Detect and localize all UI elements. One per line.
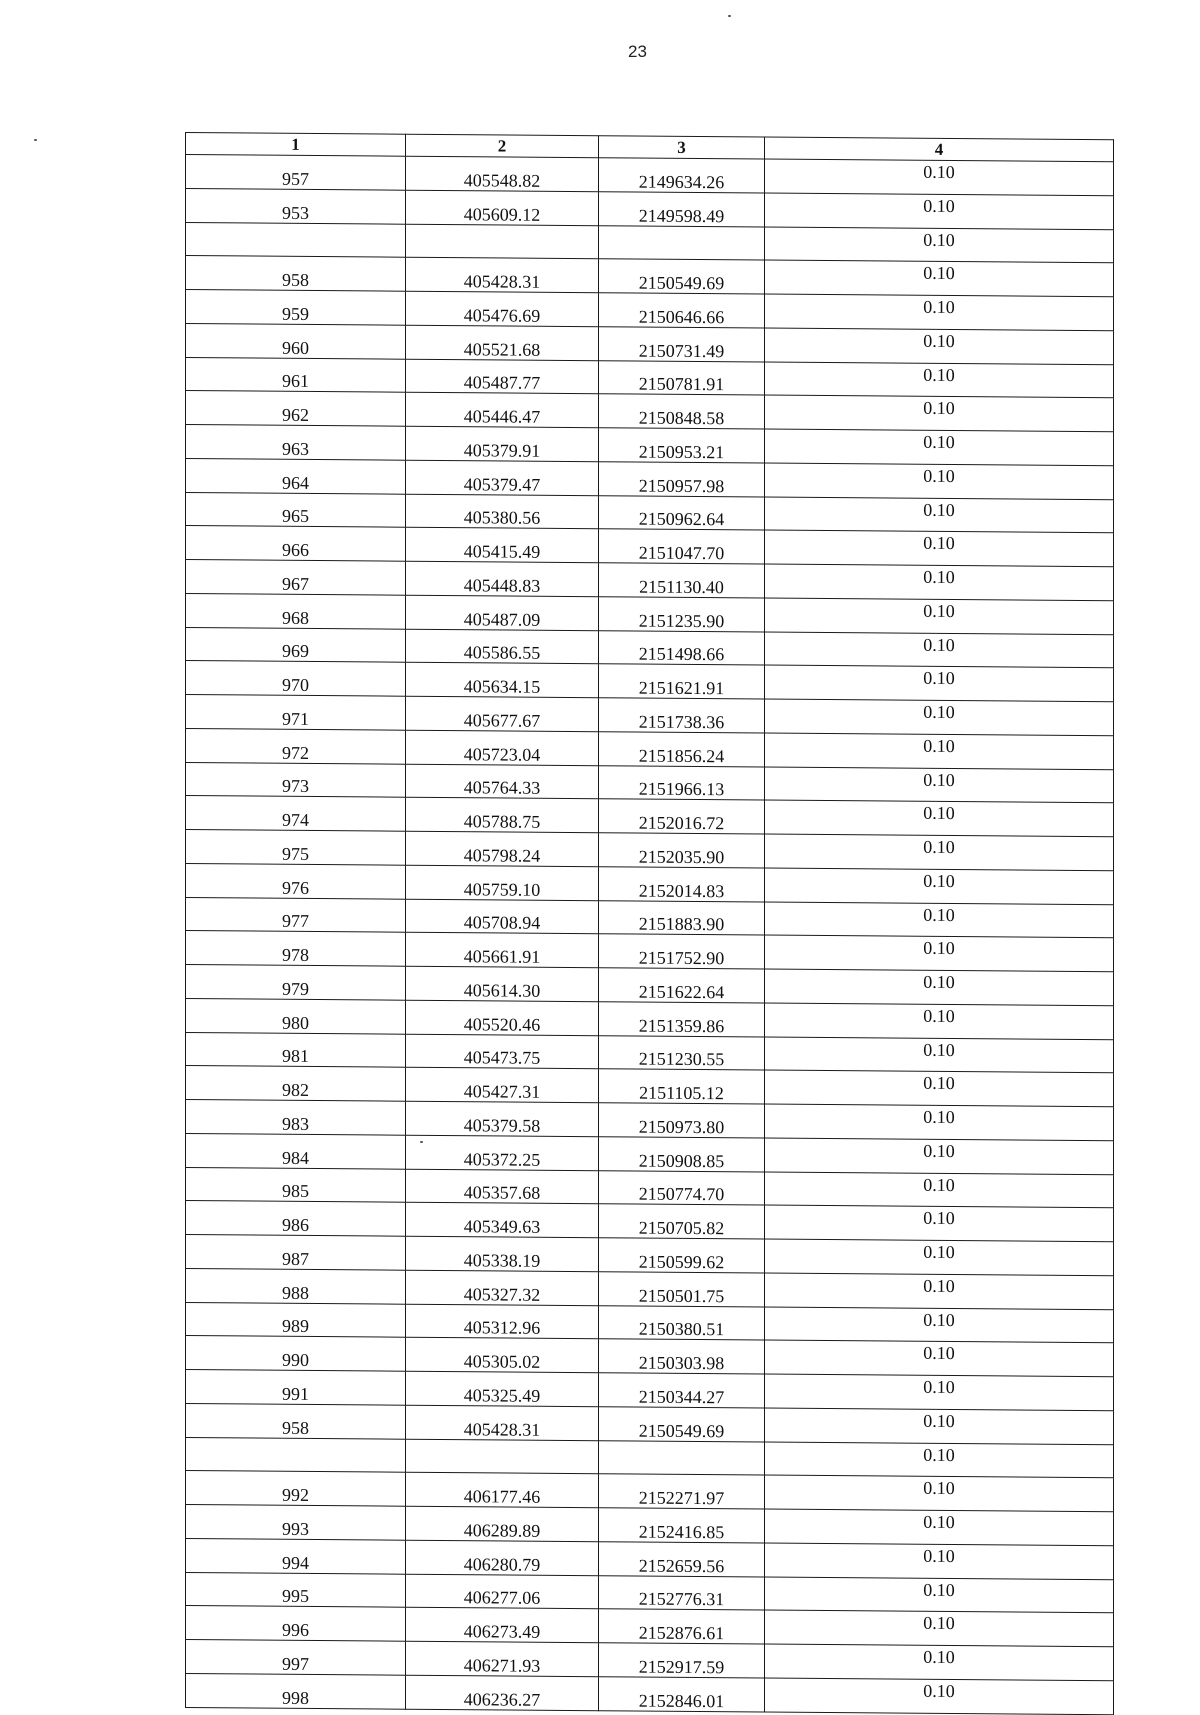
value-cell: 0.10 [765,1543,1114,1579]
point-number-cell: 989 [186,1302,406,1337]
y-coordinate-cell: 2151047.70 [599,529,765,564]
point-number-cell: 973 [186,762,406,797]
point-number-cell: 986 [186,1201,406,1236]
y-coordinate-cell: 2151235.90 [599,596,765,631]
x-coordinate-cell: 405548.82 [406,156,599,191]
x-coordinate-cell: 405427.31 [406,1067,599,1102]
y-coordinate-cell: 2152014.83 [599,866,765,901]
value-cell: 0.10 [765,598,1114,634]
value-cell: 0.10 [765,834,1114,870]
value-cell: 0.10 [765,1138,1114,1174]
x-coordinate-cell: 406273.49 [406,1607,599,1642]
value-cell: 0.10 [765,1408,1114,1444]
y-coordinate-cell: 2150501.75 [599,1271,765,1306]
point-number-cell [186,222,406,257]
y-coordinate-cell: 2151856.24 [599,731,765,766]
x-coordinate-cell: 406177.46 [406,1472,599,1507]
point-number-cell: 987 [186,1235,406,1270]
point-number-cell: 961 [186,357,406,392]
x-coordinate-cell: 406277.06 [406,1574,599,1609]
point-number-cell: 996 [186,1606,406,1641]
point-number-cell: 958 [186,256,406,291]
value-cell: 0.10 [765,1475,1114,1511]
x-coordinate-cell: 405759.10 [406,865,599,900]
x-coordinate-cell: 405349.63 [406,1202,599,1237]
x-coordinate-cell: 405586.55 [406,629,599,664]
point-number-cell: 990 [186,1336,406,1371]
coordinates-table-wrapper [185,132,1113,1715]
y-coordinate-cell: 2151130.40 [599,563,765,598]
point-number-cell: 953 [186,188,406,223]
value-cell: 0.10 [765,1205,1114,1241]
page-number: 23 [628,42,647,61]
point-number-cell: 977 [186,897,406,932]
x-coordinate-cell: 406280.79 [406,1540,599,1575]
value-cell: 0.10 [765,733,1114,769]
point-number-cell: 991 [186,1370,406,1405]
scan-speck [34,139,37,141]
y-coordinate-cell: 2150973.80 [599,1103,765,1138]
x-coordinate-cell: 405609.12 [406,190,599,225]
point-number-cell: 957 [186,155,406,190]
x-coordinate-cell: 405677.67 [406,696,599,731]
x-coordinate-cell: 405357.68 [406,1169,599,1204]
y-coordinate-cell: 2151752.90 [599,934,765,969]
point-number-cell: 984 [186,1133,406,1168]
y-coordinate-cell: 2150599.62 [599,1238,765,1273]
x-coordinate-cell: 405520.46 [406,1000,599,1035]
value-cell: 0.10 [765,497,1114,533]
point-number-cell: 992 [186,1471,406,1506]
column-header-1: 1 [186,133,406,157]
point-number-cell: 959 [186,290,406,325]
value-cell: 0.10 [765,1307,1114,1343]
y-coordinate-cell: 2150908.85 [599,1136,765,1171]
point-number-cell: 981 [186,1032,406,1067]
value-cell: 0.10 [765,1172,1114,1208]
value-cell: 0.10 [765,1037,1114,1073]
y-coordinate-cell: 2150344.27 [599,1373,765,1408]
point-number-cell: 995 [186,1572,406,1607]
value-cell: 0.10 [765,328,1114,364]
scan-speck [728,15,731,17]
y-coordinate-cell: 2150380.51 [599,1305,765,1340]
y-coordinate-cell: 2150646.66 [599,293,765,328]
x-coordinate-cell: 405327.32 [406,1270,599,1305]
point-number-cell: 963 [186,425,406,460]
column-header-2: 2 [406,134,599,158]
x-coordinate-cell: 405798.24 [406,831,599,866]
y-coordinate-cell: 2150957.98 [599,461,765,496]
value-cell: 0.10 [765,632,1114,668]
point-number-cell: 993 [186,1505,406,1540]
y-coordinate-cell: 2150774.70 [599,1170,765,1205]
value-cell: 0.10 [765,767,1114,803]
y-coordinate-cell: 2151966.13 [599,765,765,800]
value-cell: 0.10 [765,1577,1114,1613]
x-coordinate-cell: 405521.68 [406,325,599,360]
value-cell: 0.10 [765,1003,1114,1039]
y-coordinate-cell: 2150303.98 [599,1339,765,1374]
value-cell: 0.10 [765,1340,1114,1376]
value-cell: 0.10 [765,530,1114,566]
point-number-cell: 958 [186,1403,406,1438]
table-row [186,1673,1114,1714]
value-cell: 0.10 [765,800,1114,836]
value-cell: 0.10 [765,1644,1114,1680]
value-cell: 0.10 [765,260,1114,296]
column-header-3: 3 [599,136,765,159]
value-cell: 0.10 [765,1509,1114,1545]
point-number-cell: 968 [186,593,406,628]
coordinates-table [185,132,1114,1715]
x-coordinate-cell: 405379.58 [406,1101,599,1136]
y-coordinate-cell: 2152271.97 [599,1474,765,1509]
value-cell: 0.10 [765,463,1114,499]
x-coordinate-cell: 405634.15 [406,662,599,697]
point-number-cell: 975 [186,830,406,865]
x-coordinate-cell: 405723.04 [406,730,599,765]
point-number-cell: 965 [186,492,406,527]
point-number-cell [186,1437,406,1472]
x-coordinate-cell: 405428.31 [406,257,599,292]
value-cell: 0.10 [765,1104,1114,1140]
point-number-cell: 997 [186,1640,406,1675]
value-cell: 0.10 [765,227,1114,263]
y-coordinate-cell: 2151230.55 [599,1035,765,1070]
x-coordinate-cell: 405338.19 [406,1236,599,1271]
value-cell: 0.10 [765,294,1114,330]
y-coordinate-cell: 2149634.26 [599,158,765,193]
y-coordinate-cell: 2152846.01 [599,1676,765,1711]
y-coordinate-cell: 2151105.12 [599,1069,765,1104]
x-coordinate-cell: 405428.31 [406,1405,599,1440]
value-cell: 0.10 [765,902,1114,938]
x-coordinate-cell: 405487.09 [406,595,599,630]
y-coordinate-cell: 2151883.90 [599,900,765,935]
value-cell: 0.10 [765,1070,1114,1106]
x-coordinate-cell: 405379.91 [406,426,599,461]
point-number-cell: 979 [186,965,406,1000]
point-number-cell: 964 [186,458,406,493]
x-coordinate-cell: 405476.69 [406,291,599,326]
x-coordinate-cell: 405446.47 [406,392,599,427]
x-coordinate-cell: 405415.49 [406,527,599,562]
point-number-cell: 985 [186,1167,406,1202]
y-coordinate-cell: 2151622.64 [599,968,765,1003]
point-number-cell: 988 [186,1268,406,1303]
x-coordinate-cell: 405473.75 [406,1034,599,1069]
x-coordinate-cell: 405448.83 [406,561,599,596]
point-number-cell: 972 [186,728,406,763]
y-coordinate-cell: 2151738.36 [599,698,765,733]
y-coordinate-cell: 2150953.21 [599,428,765,463]
x-coordinate-cell: 405764.33 [406,764,599,799]
y-coordinate-cell: 2150705.82 [599,1204,765,1239]
x-coordinate-cell: 405312.96 [406,1304,599,1339]
y-coordinate-cell: 2150781.91 [599,360,765,395]
x-coordinate-cell [406,224,599,259]
value-cell: 0.10 [765,1678,1114,1714]
x-coordinate-cell: 405380.56 [406,494,599,529]
y-coordinate-cell: 2152416.85 [599,1508,765,1543]
table-body [186,155,1114,1715]
x-coordinate-cell: 405661.91 [406,932,599,967]
point-number-cell: 976 [186,863,406,898]
x-coordinate-cell: 405614.30 [406,966,599,1001]
point-number-cell: 982 [186,1066,406,1101]
y-coordinate-cell: 2152917.59 [599,1643,765,1678]
y-coordinate-cell: 2151621.91 [599,664,765,699]
x-coordinate-cell: 406271.93 [406,1641,599,1676]
x-coordinate-cell: 405325.49 [406,1371,599,1406]
point-number-cell: 960 [186,323,406,358]
point-number-cell: 994 [186,1538,406,1573]
value-cell: 0.10 [765,1374,1114,1410]
value-cell: 0.10 [765,1610,1114,1646]
y-coordinate-cell: 2152659.56 [599,1541,765,1576]
y-coordinate-cell: 2150848.58 [599,394,765,429]
point-number-cell: 970 [186,661,406,696]
x-coordinate-cell [406,1439,599,1474]
point-number-cell: 962 [186,391,406,426]
point-number-cell: 969 [186,627,406,662]
point-number-cell: 998 [186,1673,406,1708]
point-number-cell: 967 [186,560,406,595]
y-coordinate-cell [599,225,765,260]
value-cell: 0.10 [765,1239,1114,1275]
y-coordinate-cell: 2149598.49 [599,191,765,226]
x-coordinate-cell: 405305.02 [406,1337,599,1372]
value-cell: 0.10 [765,395,1114,431]
y-coordinate-cell: 2151359.86 [599,1001,765,1036]
value-cell: 0.10 [765,699,1114,735]
y-coordinate-cell: 2150962.64 [599,495,765,530]
x-coordinate-cell: 406289.89 [406,1506,599,1541]
column-header-4: 4 [765,137,1114,162]
y-coordinate-cell: 2152016.72 [599,799,765,834]
y-coordinate-cell: 2152776.31 [599,1575,765,1610]
x-coordinate-cell: 405788.75 [406,797,599,832]
point-number-cell: 966 [186,526,406,561]
point-number-cell: 974 [186,796,406,831]
y-coordinate-cell: 2152035.90 [599,833,765,868]
point-number-cell: 971 [186,695,406,730]
x-coordinate-cell: 405372.25 [406,1135,599,1170]
point-number-cell: 980 [186,998,406,1033]
point-number-cell: 978 [186,931,406,966]
y-coordinate-cell: 2152876.61 [599,1609,765,1644]
value-cell: 0.10 [765,665,1114,701]
y-coordinate-cell [599,1440,765,1475]
x-coordinate-cell: 405487.77 [406,359,599,394]
value-cell: 0.10 [765,362,1114,398]
y-coordinate-cell: 2150549.69 [599,1406,765,1441]
value-cell: 0.10 [765,193,1114,229]
x-coordinate-cell: 405379.47 [406,460,599,495]
value-cell: 0.10 [765,564,1114,600]
y-coordinate-cell: 2150549.69 [599,259,765,294]
x-coordinate-cell: 406236.27 [406,1675,599,1710]
value-cell: 0.10 [765,1442,1114,1478]
value-cell: 0.10 [765,1273,1114,1309]
y-coordinate-cell: 2150731.49 [599,326,765,361]
value-cell: 0.10 [765,935,1114,971]
point-number-cell: 983 [186,1100,406,1135]
value-cell: 0.10 [765,159,1114,195]
value-cell: 0.10 [765,429,1114,465]
x-coordinate-cell: 405708.94 [406,899,599,934]
y-coordinate-cell: 2151498.66 [599,630,765,665]
value-cell: 0.10 [765,969,1114,1005]
value-cell: 0.10 [765,868,1114,904]
